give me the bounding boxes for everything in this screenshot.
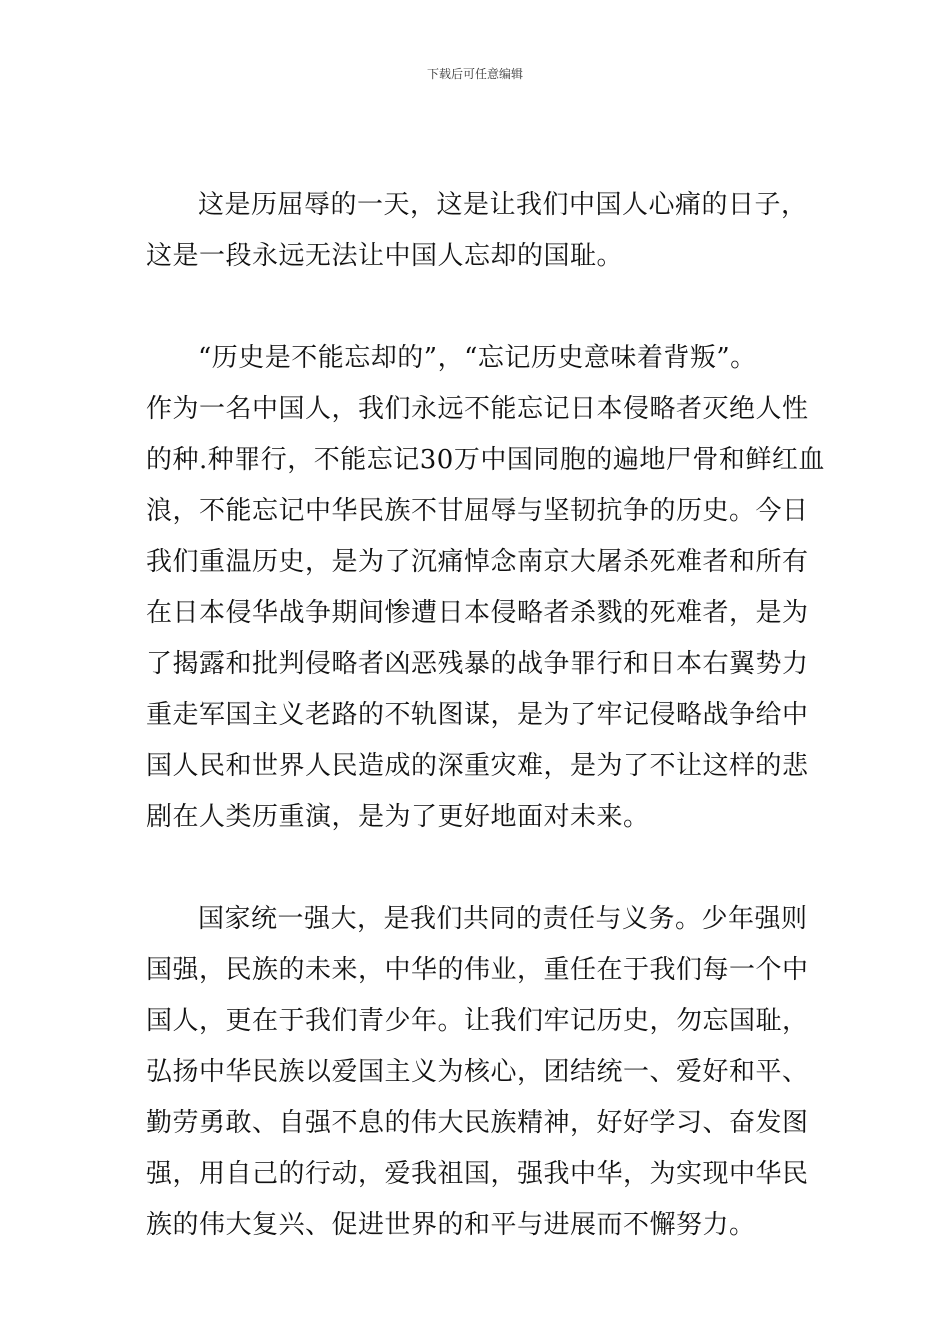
paragraph-line: 弘扬中华民族以爱国主义为核心，团结统一、爱好和平、	[146, 1057, 809, 1087]
paragraph-line: 在日本侵华战争期间惨遭日本侵略者杀戮的死难者，是为	[146, 598, 809, 628]
paragraph-line: 勤劳勇敢、自强不息的伟大民族精神，好好学习、奋发图	[146, 1108, 809, 1138]
page-header-note: 下载后可任意编辑	[426, 67, 523, 81]
paragraph-line: 剧在人类历重演，是为了更好地面对未来。	[146, 802, 650, 832]
paragraph-line: 这是一段永远无法让中国人忘却的国耻。	[146, 241, 624, 271]
paragraph-line: 族的伟大复兴、促进世界的和平与进展而不懈努力。	[146, 1210, 756, 1240]
paragraph-line: 国强，民族的未来，中华的伟业，重任在于我们每一个中	[146, 955, 809, 985]
paragraph-line: 国人民和世界人民造成的深重灾难，是为了不让这样的悲	[146, 751, 809, 781]
paragraph-line: 作为一名中国人，我们永远不能忘记日本侵略者灭绝人性	[146, 394, 809, 424]
paragraph-line: 强，用自己的行动，爱我祖国，强我中华，为实现中华民	[146, 1159, 809, 1189]
document-body	[146, 180, 825, 1251]
paragraph-line: “历史是不能忘却的”，“忘记历史意味着背叛”。	[198, 343, 757, 373]
paragraph-line: 了揭露和批判侵略者凶恶残暴的战争罪行和日本右翼势力	[146, 649, 809, 679]
paragraph-line: 的种.种罪行，不能忘记30万中国同胞的遍地尸骨和鲜红血	[146, 445, 825, 475]
paragraph-line: 国人，更在于我们青少年。让我们牢记历史，勿忘国耻，	[146, 1006, 809, 1036]
paragraph-line: 重走军国主义老路的不轨图谋，是为了牢记侵略战争给中	[146, 700, 809, 730]
paragraph-line: 这是历屈辱的一天，这是让我们中国人心痛的日子，	[198, 190, 808, 220]
paragraph-line: 国家统一强大，是我们共同的责任与义务。少年强则	[198, 904, 808, 934]
paragraph-line: 浪，不能忘记中华民族不甘屈辱与坚韧抗争的历史。今日	[146, 496, 809, 526]
paragraph-line: 我们重温历史，是为了沉痛悼念南京大屠杀死难者和所有	[146, 547, 809, 577]
paragraph-3	[146, 894, 808, 1251]
paragraph-2	[146, 333, 825, 843]
paragraph-1	[146, 180, 808, 282]
